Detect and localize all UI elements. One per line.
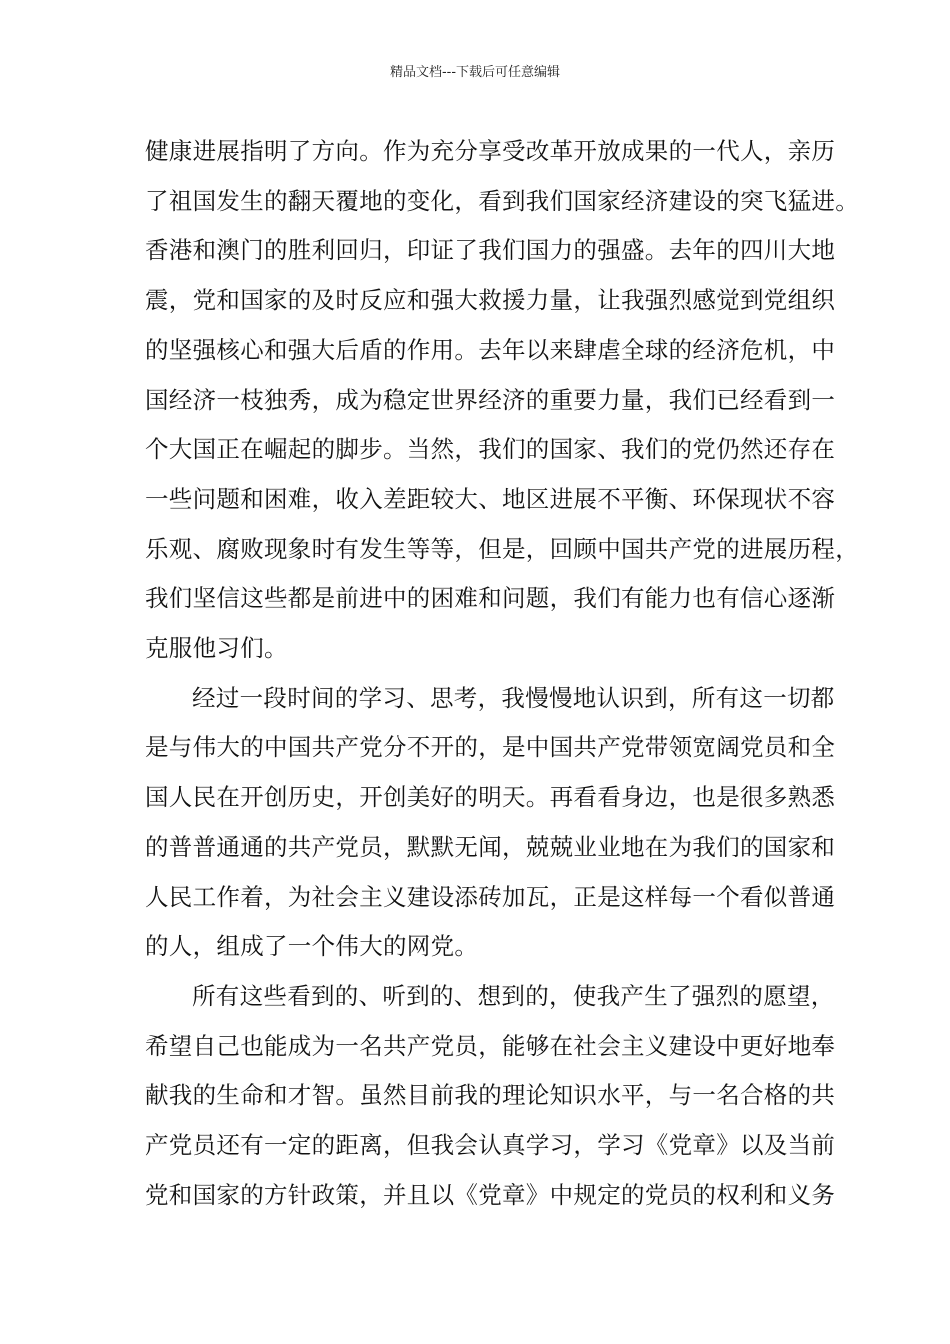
text-line: 国人民在开创历史，开创美好的明天。再看看身边，也是很多熟悉 — [145, 783, 836, 811]
text-line: 香港和澳门的胜利回归，印证了我们国力的强盛。去年的四川大地 — [145, 236, 836, 264]
page-header: 精品文档---下载后可任意编辑 — [389, 65, 561, 80]
text-line: 克服他习们。 — [145, 634, 288, 662]
paragraph-first-line: 经过一段时间的学习、思考，我慢慢地认识到，所有这一切都 — [192, 684, 835, 712]
text-line: 我们坚信这些都是前进中的困难和问题，我们有能力也有信心逐渐 — [145, 584, 836, 612]
text-line: 党和国家的方针政策，并且以《党章》中规定的党员的权利和义务 — [145, 1181, 836, 1209]
text-line: 的普普通通的共产党员，默默无闻，兢兢业业地在为我们的国家和 — [145, 833, 836, 861]
text-line: 的人，组成了一个伟大的网党。 — [145, 932, 479, 960]
text-line: 乐观、腐败现象时有发生等等，但是，回顾中国共产党的进展历程， — [145, 535, 859, 563]
paragraph-first-line: 所有这些看到的、听到的、想到的，使我产生了强烈的愿望， — [192, 982, 835, 1010]
text-line: 一些问题和困难，收入差距较大、地区进展不平衡、环保现状不容 — [145, 485, 836, 513]
text-line: 了祖国发生的翻天覆地的变化，看到我们国家经济建设的突飞猛进。 — [145, 187, 859, 215]
text-line: 个大国正在崛起的脚步。当然，我们的国家、我们的党仍然还存在 — [145, 435, 836, 463]
text-line: 希望自己也能成为一名共产党员，能够在社会主义建设中更好地奉 — [145, 1032, 836, 1060]
text-line: 人民工作着，为社会主义建设添砖加瓦，正是这样每一个看似普通 — [145, 883, 836, 911]
text-line: 的坚强核心和强大后盾的作用。去年以来肆虐全球的经济危机，中 — [145, 336, 836, 364]
text-line: 健康进展指明了方向。作为充分享受改革开放成果的一代人，亲历 — [145, 137, 836, 165]
text-line: 献我的生命和才智。虽然目前我的理论知识水平，与一名合格的共 — [145, 1081, 836, 1109]
text-line: 是与伟大的中国共产党分不开的，是中国共产党带领宽阔党员和全 — [145, 733, 836, 761]
text-line: 国经济一枝独秀，成为稳定世界经济的重要力量，我们已经看到一 — [145, 386, 836, 414]
text-line: 产党员还有一定的距离，但我会认真学习，学习《党章》以及当前 — [145, 1131, 836, 1159]
text-line: 震，党和国家的及时反应和强大救援力量，让我强烈感觉到党组织 — [145, 286, 836, 314]
